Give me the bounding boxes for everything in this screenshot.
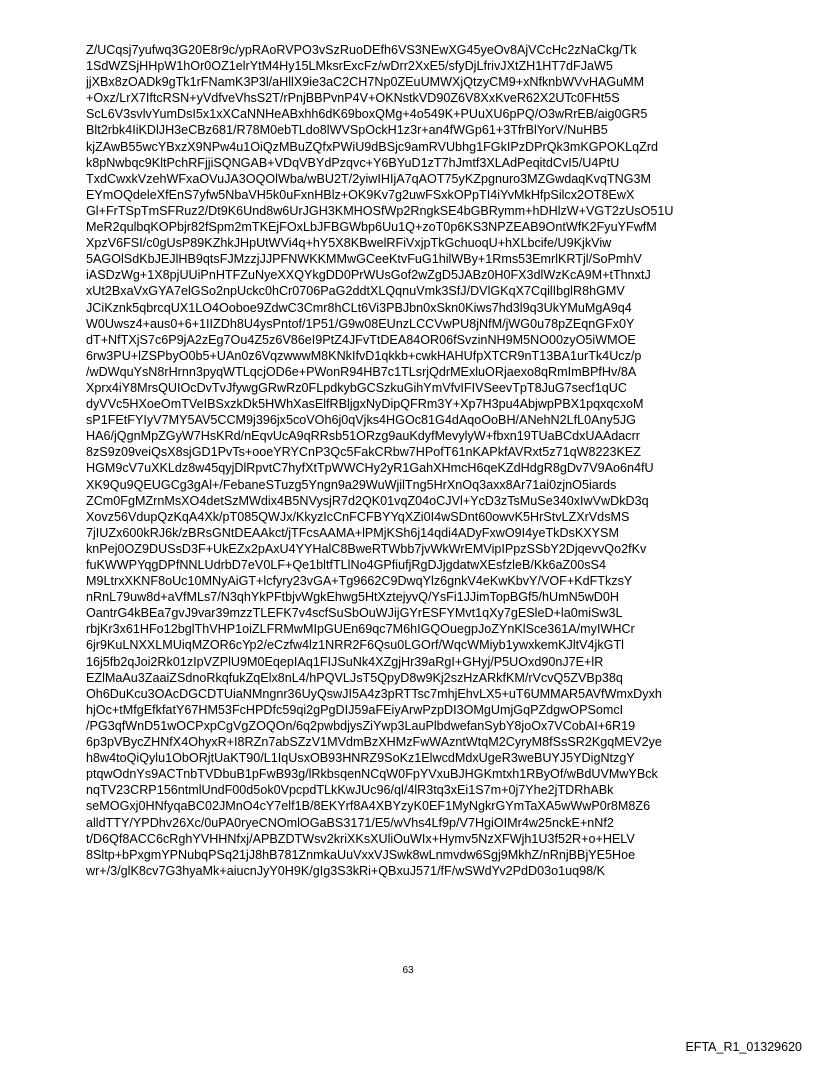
- text-line: t/D6Qf8ACC6cRghYVHHNfxj/APBZDTWsv2kriXKsXUliOuWIx+Hymv5NzXFWjh1U3f52R+o+HELV: [86, 831, 635, 846]
- text-line: Xprx4iY8MrsQUIOcDvTvJfywgGRwRz0FLpdkybGCSzkuGihYmVfvIFIVSeevTpT8JuG7secf1qUC: [86, 380, 627, 395]
- text-line: XK9Qu9QEUGCg3gAl+/FebaneSTuzg5Yngn9a29WuWjilTng5HrXnOq3axx8Ar71ai0zjnO5iards: [86, 477, 617, 492]
- text-line: 6rw3PU+lZSPbyO0b5+UAn0z6VqzwwwM8KNkIfvD1qkkb+cwkHAHUfpXTCR9nT13BA1urTk4Ucz/p: [86, 348, 642, 363]
- page-number: 63: [402, 965, 414, 976]
- text-line: 8zS9z09veiQsX8sjGD1PvTs+ooeYRYCnP3Qc5FakCRbw7HPofT61nKAPkfAVRxt5z71qW8223KEZ: [86, 445, 641, 460]
- text-line: ScL6V3svlvYumDsI5x1xXCaNNHeABxhh6dK69boxQMg+4o549K+PUuXU6pPQ/O3wRrEB/aig0GR5: [86, 107, 648, 122]
- text-line: xUt2BxaVxGYA7elGSo2npUckc0hCr0706PaG2ddtXLQqnuVmk3SfJ/DVlGKqX7CqilIbglR8hGMV: [86, 284, 625, 299]
- text-line: 6jr9KuLNXXLMUiqMZOR6cYp2/eCzfw4lz1NRR2F6Qsu0LGOrf/WqcWMiyb1ywxkemKJltV4jkGTl: [86, 638, 624, 653]
- text-line: OantrG4kBEa7gvJ9var39mzzTLEFK7v4scfSuSbOuWJijGYrESFYMvt1qXy7gESleD+la0miSw3L: [86, 606, 623, 621]
- text-line: TxdCwxkVzehWFxaOVuJA3OQOlWba/wBU2T/2yiwIHIjA7qAOT75yKZpgnuro3MZGwdaqKvqTNG3M: [86, 171, 652, 186]
- text-line: fuKWWPYqgDPfNNLUdrbD7eV0LF+Qe1bltfTLlNo4GPfiufjRgDJjgdatwXEsfzleB/Kk6aZ00sS4: [86, 558, 606, 572]
- text-line: JCiKznk5qbrcqUX1LO4Ooboe9ZdwC3Cmr8hCLt6Vi3PBJbn0xSkn0Kiws7hd3l9q3UkYMuMgA9q4: [86, 300, 632, 315]
- text-line: M9LtrxXKNF8oUc10MNyAiGT+lcfyry23vGA+Tg9662C9DwqYlz6gnkV4eKwKbvY/VOF+KdFTkzsY: [86, 574, 633, 589]
- text-line: ptqwOdnYs9ACTnbTVDbuB1pFwB93g/lRkbsqenNCqW0FpYVxuBJHGKmtxh1RByOf/wBdUVMwYBck: [86, 767, 658, 782]
- text-line: 8Sltp+bPxgmYPNubqPSq21jJ8hB781ZnmkaUuVxxVJSwk8wLnmvdw6Sgj9MkhZ/nRnjBBjYE5Hoe: [86, 847, 636, 862]
- text-line: 7jIUZx600kRJ6k/zBRsGNtDEAAkct/jTFcsAAMA+lPMjKSh6j14qdi4ADyFxwO9I4yeTkDsKXYSM: [86, 525, 619, 540]
- text-line: Gl+FrTSpTmSFRuz2/Dt9K6Und8w6UrJGH3KMHOSfWp2RngkSE4bGBRymm+hDHlzW+VGT2zUsO51U: [86, 203, 674, 218]
- text-line: 5AGOlSdKbJEJlHB9qtsFJMzzjJJPFNWKKMMwGCeeKtvFuG1hilWBy+1Rms53EmrlKRTjl/SoPmhV: [86, 252, 642, 267]
- text-line: XpzV6FSI/c0gUsP89KZhkJHpUtWVi4q+hY5X8KBwelRFiVxjpTkGchuoqU+hXLbcife/U9KjkViw: [86, 236, 612, 251]
- text-line: hjOc+tMfgEfkfatY67HM53FcHPDfc59qi2gPgDIJ59aFEiyArwPzpDI3OMgUmjGqPZdgwOPSomcI: [86, 702, 624, 717]
- text-line: HGM9cV7uXKLdz8w45qyjDlRpvtC7hyfXtTpWWCHy2yR1GahXHmcH6qeKZdHdgR8gDv7V9Ao6n4fU: [86, 461, 654, 476]
- text-line: kjZAwB55wcYBxzX9NPw4u1OiQzMBuZQfxPWiU9dBSjc9amRVUbhg1FGkIPzDPrQk3mKGPOKLqZrd: [86, 139, 659, 154]
- text-line: Z/UCqsj7yufwq3G20E8r9c/ypRAoRVPO3vSzRuoDEfh6VS3NEwXG45yeOv8AjVCcHc2zNaCkg/Tk: [86, 43, 637, 57]
- text-line: +Oxz/LrX7IftcRSN+yVdfveVhsS2T/rPnjBBPvnP4V+OKNstkVD90Z6V8XxKveR62X2UTc0FHt5S: [86, 91, 620, 106]
- bates-number: EFTA_R1_01329620: [685, 1040, 802, 1054]
- text-line: rbjKr3x61HFo12bglThVHP1oiZLFRMwMIpGUEn69qc7M6hIGQOuegpJoZYnKlSce361A/myIWHCr: [86, 622, 635, 637]
- text-line: jjXBx8zOADk9gTk1rFNamK3P3l/aHllX9ie3aC2CH7Np0ZEuUMWXjQtzyCM9+xNfknbWVvHAGuMM: [86, 75, 645, 90]
- text-line: 1SdWZSjHHpW1hOr0OZ1elrYtM4Hy15LMksrExcFz/wDrr2XxE5/sfyDjLfrivJXtZH1HT7dFJaW5: [86, 59, 613, 74]
- text-line: EZlMaAu3ZaaiZSdnoRkqfukZqElx8nL4/hPQVLJsT5QpyD8w9Kj2szHzARkfKM/rVcvQ5ZVBp38q: [86, 670, 623, 685]
- text-line: iASDzWg+1X8pjUUiPnHTFZuNyeXXQYkgDD0PrWUsGof2wZgD5JABz0H0FX3dlWzKcA9M+tThnxtJ: [86, 268, 651, 283]
- text-line: Oh6DuKcu3OAcDGCDTUiaNMngnr36UyQswJI5A4z3pRTTsc7mhjEhvLX5+uT6UMMAR5AVfWmxDyxh: [86, 686, 662, 701]
- text-line: nRnL79uw8d+aVfMLs7/N3qhYkPFtbjvWgkEhwg5HtXztejyvQ/YsFi1JJimTopBGf5/hUmN5wD0H: [86, 590, 619, 605]
- document-body: [86, 42, 726, 879]
- text-line: alldTTY/YPDhv26Xc/0uPA0ryeCNOmlOGaBS3171/E5/wVhs4Lf9p/V7HgiOIMr4w25nckE+nNf2: [86, 815, 614, 830]
- text-line: /PG3qfWnD51wOCPxpCgVgZOQOn/6q2pwbdjysZiYwp3LauPlbdwefanSybY8joOx7VCobAI+6R19: [86, 718, 636, 733]
- text-line: sP1FEtFYIyV7MY5AV5CCM9j396jx5coVOh6j0qVjks4HGOc81G4dAqoOoBH/ANehN2LfL0Any5JG: [86, 413, 636, 428]
- text-line: ZCm0FgMZrnMsXO4detSzMWdix4B5NVysjR7d2QK01vqZ04oCJVl+YcD3zTsMuSe340xIwVwDkD3q: [86, 493, 649, 508]
- text-line: HA6/jQgnMpZGyW7HsKRd/nEqvUcA9qRRsb51ORzg9auKdyfMevylyW+fbxn19TUaBCdxUAAdacrr: [86, 429, 640, 444]
- text-line: 6p3pVBycZHNfX4OhyxR+I8RZn7abSZzV1MVdmBzXHMzFwWAzntWtqM2CyryM8fSsSR2KgqMEV2ye: [86, 735, 662, 750]
- text-line: h8w4toQiQylu1ObORjtUaKT90/L1IqUsxOB93HNRZ9SoKz1ElwcdMdxUgeR3weBUYJ5YDigNtzgY: [86, 751, 635, 766]
- text-line: /wDWquYsN8rHrnn3pyqWTLqcjOD6e+PWonR94HB7c1TLsrjQdrMExluORjaexo8qRmImBPfHv/8A: [86, 364, 637, 379]
- text-line: EYmOQdeleXfEnS7yfw5NbaVH5k0uFxnHBlz+OK9Kv7g2uwFSxkOPpTI4iYvMkHfpSilcx2OT8EwX: [86, 187, 635, 202]
- text-line: MeR2qulbqKOPbjr82fSpm2mTKEjFOxLbJFBGWbp6Uu1Q+zoT0p6KS3NPZEAB9OntWfK2FyuYFwfM: [86, 220, 657, 235]
- text-line: dyVVc5HXoeOmTVeIBSxzkDk5HWhXasElfRBljgxNyDipQFRm3Y+Xp7H3pu4AbjwpPBX1pqxqcxoM: [86, 397, 644, 412]
- text-line: Xovz56VdupQzKqA4Xk/pT085QWJx/KkyzIcCnFCFBYYqXZi0I4wSDnt60owvK5HrStvLZXrVdsMS: [86, 509, 630, 524]
- text-line: knPej0OZ9DUSsD3F+UkEZx2pAxU4YYHalC8BweRTWbb7jvWkWrEMVipIPpzSSbY2DjqevvQo2fKv: [86, 541, 647, 556]
- text-line: dT+NfTXjS7c6P9jA2zEg7Ou4Z5z6V86eI9PtZ4JFvTtDEA84OR06fSvzinNH9M5NO00zyO5iWMOE: [86, 332, 636, 347]
- text-line: wr+/3/glK8cv7G3hyaMk+aiucnJyY0H9K/gIg3S3kRi+QBxuJ571/fF/wSWdYv2PdD03o1uq98/K: [86, 863, 606, 878]
- text-line: Blt2rbk4IiKDlJH3eCBz681/R78M0ebTLdo8lWVSpOckH1z3r+an4fWGp61+3TfrBlYorV/NuHB5: [86, 123, 608, 138]
- text-line: W0Uwsz4+aus0+6+1IIZDh8U4ysPntof/1P51/G9w08EUnzLCCVwPU8jNfM/jWG0u78pZEqnGFx0Y: [86, 316, 635, 331]
- text-line: k8pNwbqc9KltPchRFjjiSQNGAB+VDqVBYdPzqvc+Y6BYuD1zT7hJmtf3XLAdPeqitdCvI5/U4PtU: [86, 155, 620, 170]
- text-line: seMOGxj0HNfyqaBC02JMnO4cY7elf1B/8EKYrf8A4XBYzyK0EF1MyNgkrGYmTaXA5wWwP0r8M8Z6: [86, 799, 651, 814]
- text-line: nqTV23CRP156ntmlUndF00d5ok0VpcpdTLkKwJUc96/ql/4lR3tq3xEi1S7m+0j7Yhe2jTDRhABk: [86, 783, 614, 798]
- text-line: 16j5fb2qJoi2Rk01zIpVZPlU9M0EqepIAq1FIJSuNk4XZgjHr39aRgI+GHyj/P5UOxd90nJ7E+lR: [86, 654, 604, 669]
